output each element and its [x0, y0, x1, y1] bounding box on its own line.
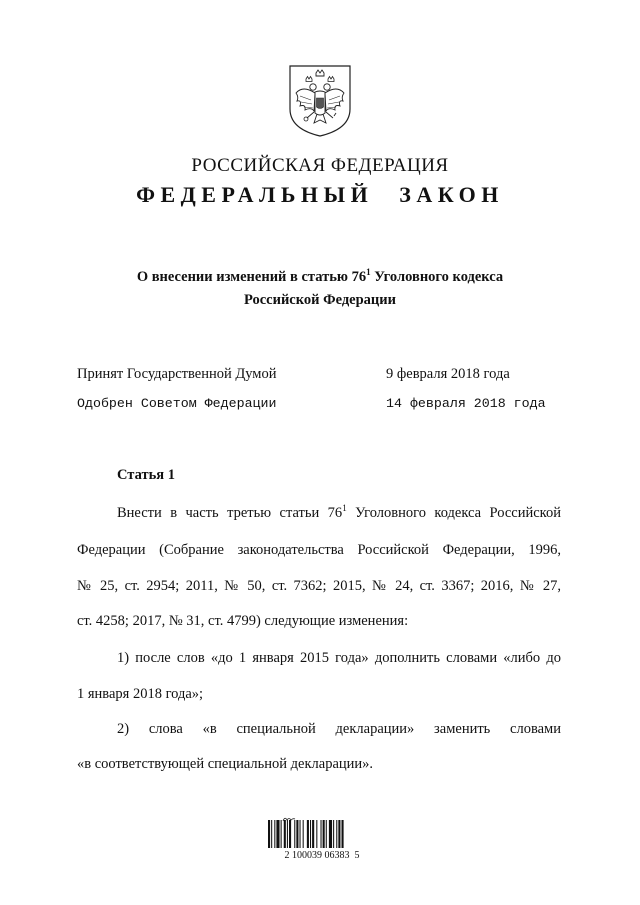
article-intro-line-2: Федерации (Собрание законодательства Российской Федерации, 1996,: [77, 542, 561, 558]
amendment-item-1-line-1: 1) после слов «до 1 января 2015 года» дополнить словами «либо до: [117, 650, 561, 666]
approved-by-label: Одобрен Советом Федерации: [77, 396, 277, 411]
article-intro-line-4: ст. 4258; 2017, № 31, ст. 4799) следующие изменения:: [77, 613, 409, 629]
adopted-date: 9 февраля 2018 года: [386, 366, 510, 382]
barcode-icon: [267, 820, 369, 848]
law-title-superscript: 1: [366, 267, 371, 277]
law-title-line-2: Российской Федерации: [243, 292, 396, 308]
article-intro-text-after: Уголовного кодекса Российской: [346, 505, 562, 521]
amendment-item-2-line-2: «в соответствующей специальной декларации».: [77, 756, 374, 772]
adopted-by-label: Принят Государственной Думой: [77, 366, 277, 382]
law-type-word-2: ЗАКОН: [399, 182, 504, 207]
amendment-item-2-line-1: 2) слова «в специальной декларации» заменить словами: [117, 721, 561, 737]
approved-date: 14 февраля 2018 года: [386, 396, 546, 411]
article-intro-line-3: № 25, ст. 2954; 2011, № 50, ст. 7362; 2015, № 24, ст. 3367; 2016, № 27,: [77, 578, 561, 594]
law-type-word-1: ФЕДЕРАЛЬНЫЙ: [136, 182, 374, 207]
article-intro-line-1: [117, 505, 561, 522]
barcode-number: 2 100039 06383 5: [284, 850, 360, 861]
law-title-text-after: Уголовного кодекса: [370, 269, 504, 285]
article-heading: Статья 1: [117, 467, 175, 483]
law-title-text-before: О внесении изменений в статью 76: [136, 269, 367, 285]
coat-of-arms-icon: [287, 63, 353, 138]
law-title-line-1: [0, 269, 640, 286]
article-intro-text-before: Внести в часть третью статьи 76: [117, 505, 343, 521]
signature-mark-icon: [282, 810, 296, 818]
country-name: РОССИЙСКАЯ ФЕДЕРАЦИЯ: [191, 155, 449, 176]
law-type-heading: [0, 182, 640, 208]
article-intro-superscript: 1: [342, 503, 347, 513]
amendment-item-1-line-2: 1 января 2018 года»;: [77, 686, 204, 702]
